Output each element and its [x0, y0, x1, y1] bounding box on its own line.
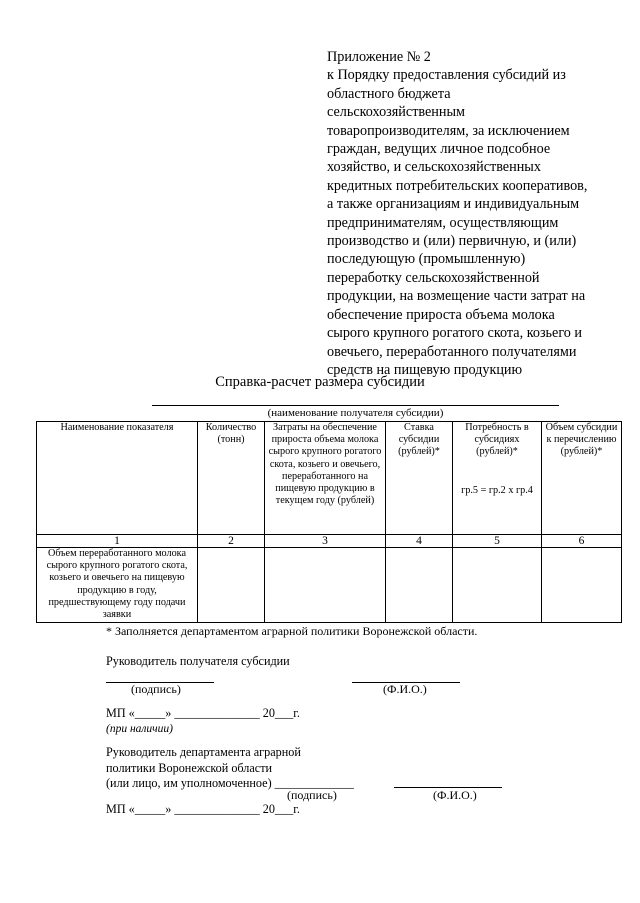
column-number: 2 [198, 535, 265, 548]
department-head-line: (или лицо, им уполномоченное) _____________ [106, 776, 354, 791]
empty-cell [265, 548, 386, 623]
appendix-line: переработку сельскохозяйственной [327, 269, 540, 286]
header-need-label: Потребность в субсидиях (рублей)* [465, 422, 529, 458]
department-head-line: Руководитель департамента аграрной [106, 745, 301, 759]
recipient-caption: (наименование получателя субсидии) [267, 407, 444, 419]
column-number-row [37, 535, 622, 548]
recipient-name-line [152, 405, 559, 406]
department-head-title [106, 745, 354, 792]
appendix-line: овечьего, переработанного получателями [327, 343, 577, 360]
appendix-line: а также организациям и индивидуальным [327, 196, 580, 213]
appendix-line: сельскохозяйственным [327, 104, 466, 121]
row-label: Объем переработанного молока сырого крупного рогатого скота, козьего и овечьего на пищевую продукцию в году, предшествующему году подачи заявки [37, 548, 198, 623]
table-row [37, 548, 622, 623]
appendix-line: сырого крупного рогатого скота, козьего и [327, 325, 583, 342]
signature-caption: (подпись) [287, 788, 337, 802]
stamp-date-line: МП «_____» ______________ 20___г. [106, 802, 300, 816]
empty-cell [198, 548, 265, 623]
appendix-line: предпринимателям, осуществляющим [327, 214, 559, 231]
stamp-note: (при наличии) [106, 723, 173, 735]
appendix-header [327, 48, 627, 379]
stamp-date-line: МП «_____» ______________ 20___г. [106, 706, 300, 720]
header-indicator: Наименование показателя [37, 422, 198, 535]
appendix-line: областного бюджета [327, 85, 451, 102]
appendix-line: производство и (или) первичную, и (или) [327, 233, 577, 250]
footnote: * Заполняется департаментом аграрной политики Воронежской области. [106, 624, 478, 638]
appendix-line: Приложение № 2 [327, 49, 431, 65]
column-number: 1 [37, 535, 198, 548]
empty-cell [453, 548, 542, 623]
empty-cell [386, 548, 453, 623]
header-rate: Ставка субсидии (рублей)* [386, 422, 453, 535]
recipient-head-title: Руководитель получателя субсидии [106, 654, 290, 668]
column-number: 5 [453, 535, 542, 548]
appendix-line: обеспечение прироста объема молока [327, 306, 555, 323]
appendix-line: товаропроизводителям, за исключением [327, 122, 570, 139]
appendix-line: кредитных потребительских кооперативов, [327, 177, 588, 194]
column-number: 6 [542, 535, 622, 548]
column-number: 3 [265, 535, 386, 548]
header-quantity: Количество (тонн) [198, 422, 265, 535]
subsidy-calculation-table [36, 421, 622, 623]
empty-cell [542, 548, 622, 623]
appendix-line: последующую (промышленную) [327, 251, 526, 268]
column-number: 4 [386, 535, 453, 548]
name-caption: (Ф.И.О.) [433, 788, 477, 802]
appendix-line: средств на пищевую продукцию [327, 361, 523, 378]
department-head-line: политики Воронежской области [106, 760, 273, 775]
table-header-row [37, 422, 622, 535]
signature-caption: (подпись) [131, 682, 181, 696]
header-need-formula: гр.5 = гр.2 х гр.4 [461, 484, 533, 496]
appendix-line: граждан, ведущих личное подсобное [327, 141, 551, 158]
header-amount: Объем субсидии к перечислению (рублей)* [542, 422, 622, 535]
name-caption: (Ф.И.О.) [383, 682, 427, 696]
header-need [453, 422, 542, 535]
document-title: Справка-расчет размера субсидии [215, 374, 425, 390]
header-costs: Затраты на обеспечение прироста объема молока сырого крупного рогатого скота, козьего и овечьего, переработанного на пищевую продукцию в текущем году (рублей) [265, 422, 386, 535]
appendix-line: хозяйство, и сельскохозяйственных [327, 159, 541, 176]
appendix-line: продукции, на возмещение части затрат на [327, 288, 586, 305]
appendix-line: к Порядку предоставления субсидий из [327, 67, 566, 84]
